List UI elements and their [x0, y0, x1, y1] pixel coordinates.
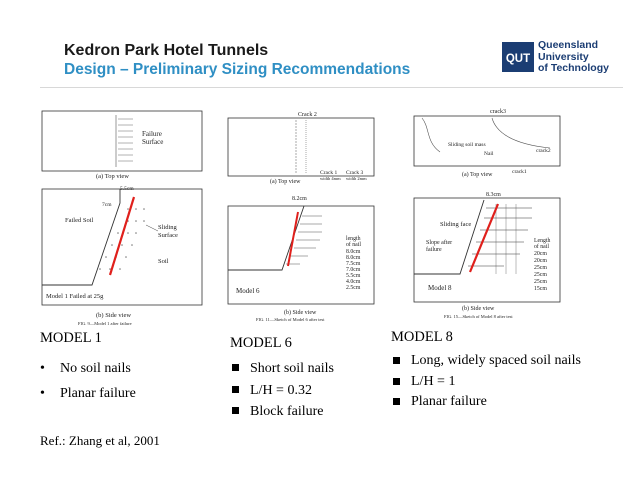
- model-1-item: • Planar failure: [40, 381, 136, 406]
- figure-model-8: [400, 104, 565, 322]
- m1-failed-soil: Failed Soil: [65, 217, 94, 224]
- m6-length-1: 8.0cm: [346, 249, 361, 255]
- m6-length-6: 4.0cm: [346, 279, 361, 285]
- m6-crack2: Crack 2: [298, 112, 317, 118]
- model-6-heading: MODEL 6: [230, 335, 292, 351]
- qut-logo-mark: [502, 42, 534, 72]
- m6-side-view: (b) Side view: [284, 310, 317, 316]
- m6-failure-line: [288, 212, 298, 266]
- m1-failure: Failure: [142, 130, 162, 138]
- figure-model-6: [226, 108, 378, 325]
- figure-model-1: [38, 105, 208, 328]
- m8-slope-after: Slope after: [426, 240, 453, 246]
- m8-length-2: 20cm: [534, 258, 547, 264]
- model-1-sketch: [38, 105, 208, 328]
- qut-logo: [502, 40, 630, 74]
- logo-line-1: Queensland: [538, 39, 599, 51]
- m6-crack1: Crack 1: [320, 170, 338, 176]
- model-8-item: Planar failure: [391, 392, 581, 413]
- square-bullet-icon: [232, 386, 239, 393]
- model-8-list: [391, 351, 581, 413]
- m1-dim-7: 7cm: [102, 202, 112, 208]
- m8-side-view: (b) Side view: [462, 306, 495, 312]
- m8-length-6: 15cm: [534, 286, 547, 292]
- model-1-heading: MODEL 1: [40, 330, 102, 346]
- model-6-item: Block failure: [230, 401, 334, 423]
- m8-crack3: crack3: [490, 109, 506, 115]
- m6-length-label: length: [346, 236, 361, 242]
- m6-crack3-width: width 2mm: [346, 176, 367, 181]
- model-1-list: [40, 356, 136, 406]
- m8-sliding-face: Sliding face: [440, 221, 472, 228]
- m1-fig-caption: FIG. 9—Model 1 after failure: [78, 321, 132, 326]
- model-8-item: Long, widely spaced soil nails: [391, 351, 581, 372]
- m8-length-label: Length: [534, 238, 551, 244]
- m8-model-caption: Model 8: [428, 284, 452, 292]
- m8-crack1: crack1: [512, 169, 527, 175]
- bullet-dot-icon: •: [40, 361, 45, 376]
- m8-length-3: 25cm: [534, 265, 547, 271]
- m1-sliding-surface: Surface: [158, 232, 178, 239]
- m8-fig-caption: FIG. 15—Sketch of Model 8 after test: [444, 314, 513, 319]
- m1-dim-55: 5.5cm: [120, 186, 134, 192]
- square-bullet-icon: [232, 407, 239, 414]
- logo-line-3: of Technology: [538, 62, 609, 74]
- m6-length-7: 2.5cm: [346, 285, 361, 291]
- m8-crack2: crack2: [536, 148, 551, 154]
- logo-line-2: University: [538, 50, 589, 63]
- m6-crack3: Crack 3: [346, 170, 364, 176]
- m1-sliding: Sliding: [158, 224, 177, 231]
- m8-of-nail: of nail: [534, 244, 549, 250]
- m6-length-3: 7.5cm: [346, 261, 361, 267]
- m6-model-caption: Model 6: [236, 287, 260, 295]
- m6-fig-caption: FIG. 11—Sketch of Model 6 after test: [256, 317, 325, 322]
- model-6-item: Short soil nails: [230, 358, 334, 380]
- m8-length-1: 20cm: [534, 251, 547, 257]
- m6-length-5: 5.5cm: [346, 273, 361, 279]
- m8-failure-line: [470, 204, 498, 272]
- m1-soil: Soil: [158, 258, 169, 265]
- model-1-item: • No soil nails: [40, 356, 136, 381]
- m8-length-4: 25cm: [534, 272, 547, 278]
- qut-logo-letters: QUT: [505, 53, 531, 65]
- m8-failure: failure: [426, 247, 442, 253]
- header-divider: [40, 87, 623, 88]
- qut-logo-wordmark: [538, 40, 609, 75]
- slide-title: Kedron Park Hotel Tunnels: [64, 42, 269, 59]
- m1-model-caption: Model 1 Failed at 25g: [46, 293, 104, 300]
- m1-side-view: (b) Side view: [96, 312, 132, 319]
- m6-length-4: 7.0cm: [346, 267, 361, 273]
- m6-of-nail: of nail: [346, 242, 361, 248]
- model-8-sketch: [400, 104, 565, 322]
- m8-top-view: (a) Top view: [462, 172, 493, 178]
- model-6-item: L/H = 0.32: [230, 380, 334, 402]
- slide-subtitle: Design – Preliminary Sizing Recommendations: [64, 61, 411, 78]
- model-6-sketch: [226, 108, 378, 325]
- m8-length-5: 25cm: [534, 279, 547, 285]
- square-bullet-icon: [393, 398, 400, 405]
- m6-top-view: (a) Top view: [270, 179, 301, 185]
- square-bullet-icon: [393, 357, 400, 364]
- m6-dim-82: 8.2cm: [292, 196, 307, 202]
- m6-length-2: 8.0cm: [346, 255, 361, 261]
- m6-crack1-width: width 4mm: [320, 176, 341, 181]
- square-bullet-icon: [232, 364, 239, 371]
- m8-sliding-soil-mass: Sliding soil mass: [448, 142, 486, 148]
- m1-top-view: (a) Top view: [96, 173, 129, 180]
- m8-nail: Nail: [484, 151, 494, 157]
- model-6-list: [230, 358, 334, 423]
- model-8-heading: MODEL 8: [391, 329, 453, 345]
- bullet-dot-icon: •: [40, 386, 45, 401]
- m1-surface: Surface: [142, 138, 164, 146]
- m8-dim-83: 8.3cm: [486, 192, 501, 198]
- reference-citation: Ref.: Zhang et al, 2001: [40, 433, 160, 448]
- m1-failure-line: [110, 197, 134, 275]
- model-8-item: L/H = 1: [391, 372, 581, 393]
- square-bullet-icon: [393, 378, 400, 385]
